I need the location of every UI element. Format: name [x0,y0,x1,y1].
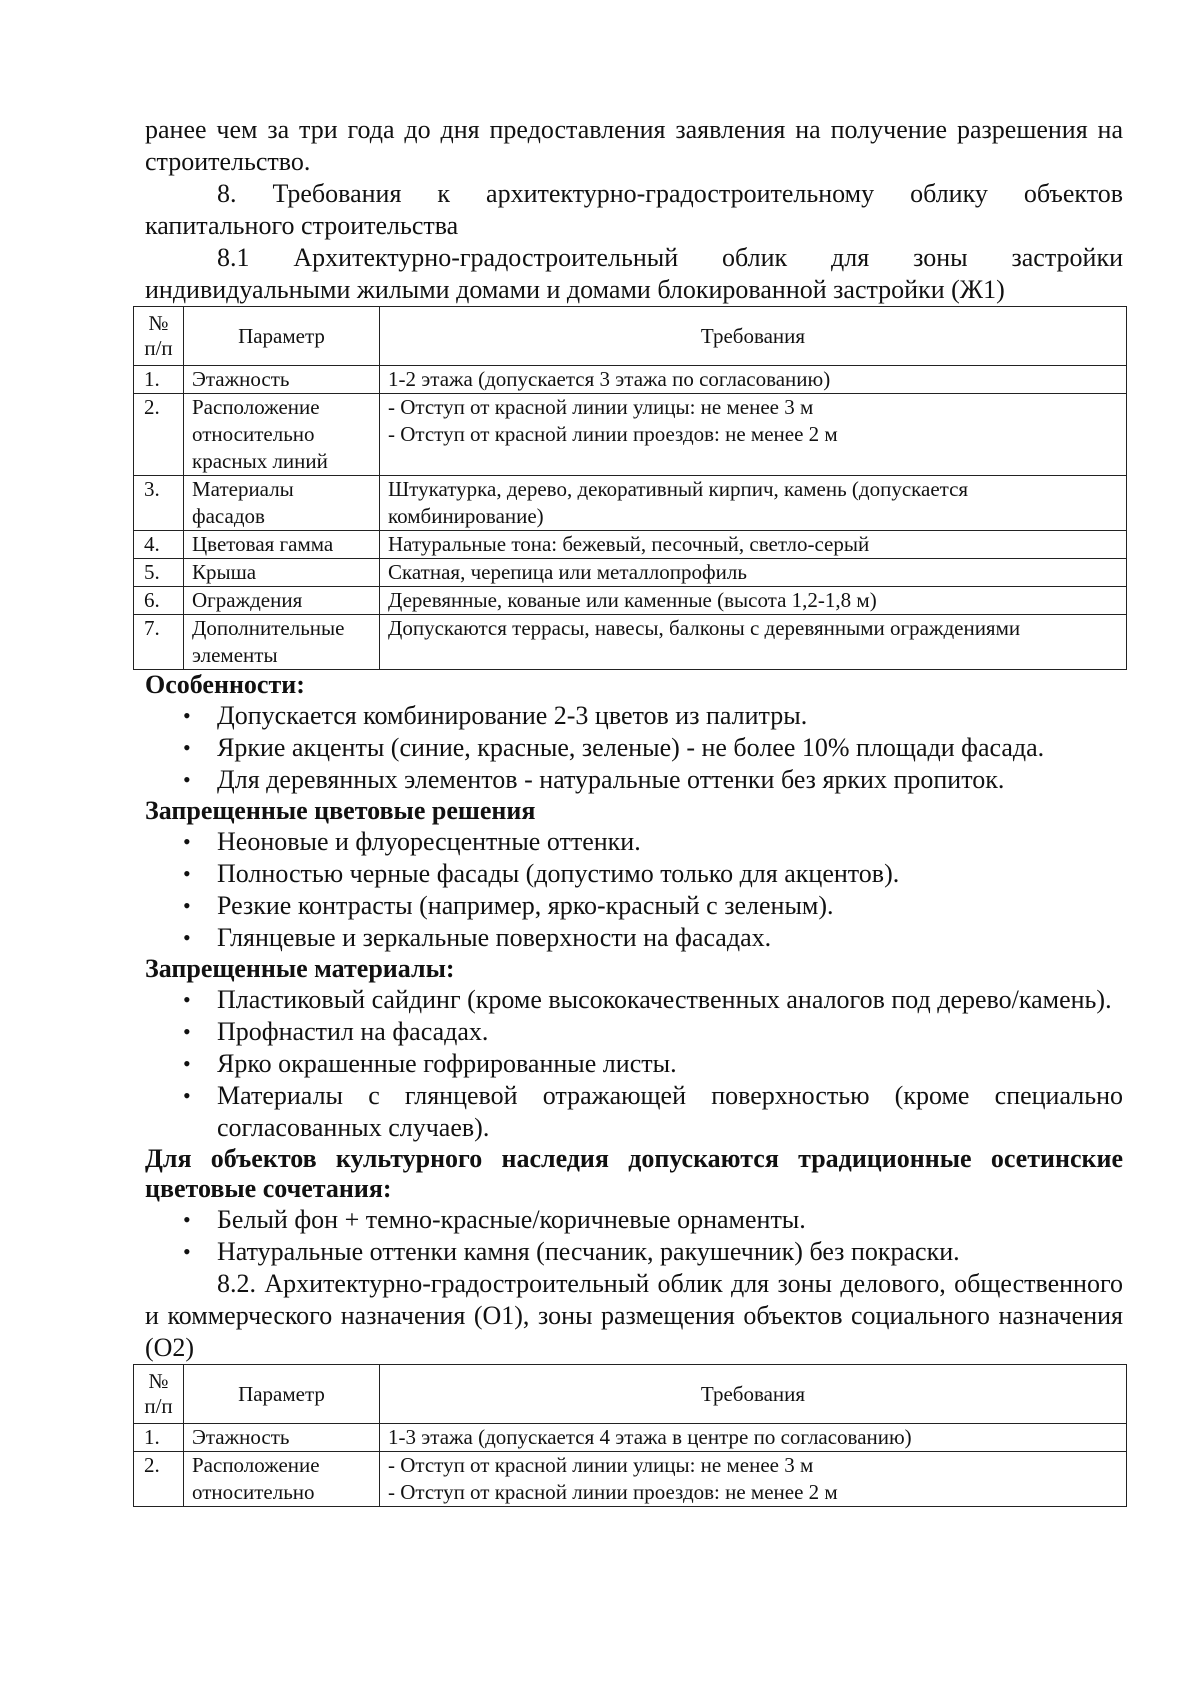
header-number: № п/п [134,307,184,366]
continuation-paragraph: ранее чем за три года до дня предоставления заявления на получение разрешения на строительство. [145,115,1123,176]
table-row [134,476,1127,531]
list-item: • Профнастил на фасадах. [217,1016,1123,1048]
header-parameter: Параметр [184,1365,380,1424]
list-item: • Глянцевые и зеркальные поверхности на фасадах. [217,922,1123,954]
row-parameter: Этажность [184,1424,380,1452]
forbidden-materials-title: Запрещенные материалы: [145,954,455,983]
features-title: Особенности: [145,670,305,699]
row-parameter: Ограждения [184,587,380,615]
heritage-list [145,1204,1123,1268]
table-row [134,1424,1127,1452]
row-parameter: Крыша [184,559,380,587]
row-requirement [380,1452,1127,1507]
row-number: 5. [134,559,184,587]
row-parameter: Расположение относительно красных линий [184,394,380,476]
list-item: • Полностью черные фасады (допустимо только для акцентов). [217,858,1123,890]
requirements-table-zh1 [133,306,1127,670]
table-row [134,394,1127,476]
forbidden-colors-list [145,826,1123,954]
row-parameter: Цветовая гамма [184,531,380,559]
list-item: • Неоновые и флуоресцентные оттенки. [217,826,1123,858]
list-item: • Резкие контрасты (например, ярко-красный с зеленым). [217,890,1123,922]
row-requirement: Допускаются террасы, навесы, балконы с деревянными ограждениями [380,615,1127,670]
row-requirement: Штукатурка, дерево, декоративный кирпич, камень (допускается комбинирование) [380,476,1127,531]
list-item: • Пластиковый сайдинг (кроме высококачественных аналогов под дерево/камень). [217,984,1123,1016]
table-header-row [134,1365,1127,1424]
row-number: 7. [134,615,184,670]
row-number: 3. [134,476,184,531]
row-parameter: Расположение относительно [184,1452,380,1507]
row-parameter: Этажность [184,366,380,394]
list-item: • Белый фон + темно-красные/коричневые орнаменты. [217,1204,1123,1236]
row-requirement: Скатная, черепица или металлопрофиль [380,559,1127,587]
document-page [145,114,1123,1507]
row-parameter: Материалы фасадов [184,476,380,531]
header-requirements: Требования [380,307,1127,366]
requirement-line: - Отступ от красной линии улицы: не менее 3 м [388,1453,814,1477]
row-requirement: Натуральные тона: бежевый, песочный, светло-серый [380,531,1127,559]
table-row [134,559,1127,587]
row-requirement: Деревянные, кованые или каменные (высота 1,2-1,8 м) [380,587,1127,615]
row-parameter: Дополнительные элементы [184,615,380,670]
requirement-line: - Отступ от красной линии проездов: не менее 2 м [388,1480,838,1504]
header-number: № п/п [134,1365,184,1424]
features-list [145,700,1123,796]
table-row [134,531,1127,559]
header-parameter: Параметр [184,307,380,366]
row-number: 1. [134,1424,184,1452]
table-row [134,587,1127,615]
section-8-heading: 8. Требования к архитектурно-градостроительному облику объектов капитального строительства [145,179,1123,240]
row-number: 1. [134,366,184,394]
section-8-2-heading: 8.2. Архитектурно-градостроительный облик для зоны делового, общественного и коммерческого назначения (О1), зоны размещения объектов социального назначения (О2) [145,1269,1123,1362]
row-requirement: 1-3 этажа (допускается 4 этажа в центре по согласованию) [380,1424,1127,1452]
row-number: 4. [134,531,184,559]
list-item: • Яркие акценты (синие, красные, зеленые) - не более 10% площади фасада. [217,732,1123,764]
header-requirements: Требования [380,1365,1127,1424]
list-item: • Допускается комбинирование 2-3 цветов из палитры. [217,700,1123,732]
row-number: 2. [134,1452,184,1507]
list-item: • Для деревянных элементов - натуральные оттенки без ярких пропиток. [217,764,1123,796]
row-number: 6. [134,587,184,615]
table-row [134,366,1127,394]
requirement-line: - Отступ от красной линии проездов: не менее 2 м [388,422,838,446]
section-8-1-heading: 8.1 Архитектурно-градостроительный облик для зоны застройки индивидуальными жилыми домами и домами блокированной застройки (Ж1) [145,243,1123,304]
forbidden-materials-list [145,984,1123,1144]
list-item: • Ярко окрашенные гофрированные листы. [217,1048,1123,1080]
list-item: • Материалы с глянцевой отражающей поверхностью (кроме специально согласованных случаев). [217,1080,1123,1144]
heritage-title: Для объектов культурного наследия допускаются традиционные осетинские цветовые сочетания: [145,1144,1123,1203]
row-number: 2. [134,394,184,476]
list-item: • Натуральные оттенки камня (песчаник, ракушечник) без покраски. [217,1236,1123,1268]
forbidden-colors-title: Запрещенные цветовые решения [145,796,536,825]
requirement-line: - Отступ от красной линии улицы: не менее 3 м [388,395,814,419]
table-header-row [134,307,1127,366]
row-requirement [380,394,1127,476]
table-row [134,615,1127,670]
requirements-table-o1-o2 [133,1364,1127,1507]
table-row [134,1452,1127,1507]
row-requirement: 1-2 этажа (допускается 3 этажа по согласованию) [380,366,1127,394]
